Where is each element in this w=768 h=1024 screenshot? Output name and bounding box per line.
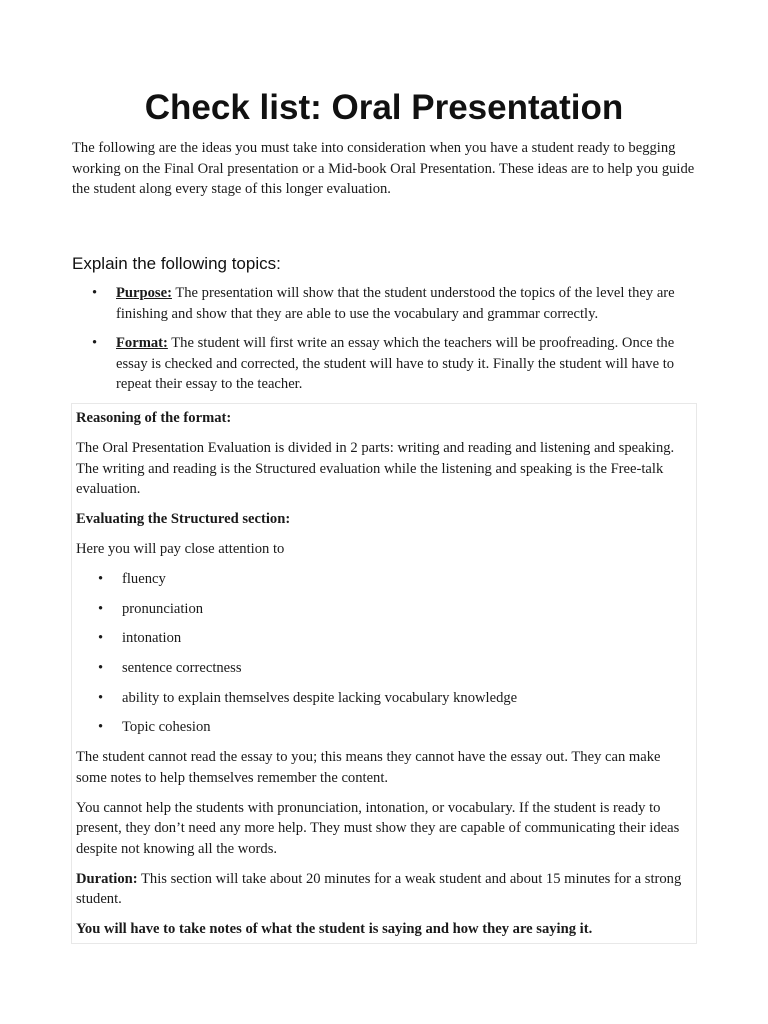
duration-text: This section will take about 20 minutes for a weak student and about 15 minutes for a strong student. — [76, 870, 682, 908]
bullet-icon: • — [92, 335, 98, 351]
topic-item-purpose — [92, 283, 704, 324]
topic-item-format — [92, 333, 704, 395]
topics-list — [92, 283, 704, 404]
structured-heading: Evaluating the Structured section: — [76, 511, 291, 527]
topic-text: The student will first write an essay which the teachers will be proofreading. Once the essay is checked and corrected, the student will have to study it. Finally the student will have to repeat their essay to the teacher. — [116, 335, 675, 392]
bullet-icon: • — [98, 689, 104, 706]
duration-paragraph — [76, 869, 692, 910]
reasoning-paragraph: The Oral Presentation Evaluation is divided in 2 parts: writing and reading and listening and speaking. The writing and reading is the Structured evaluation while the listening and speaking is the Free-talk evaluation. — [76, 440, 675, 497]
list-item — [76, 688, 692, 709]
notes-paragraph: You will have to take notes of what the student is saying and how they are saying it. — [76, 921, 593, 938]
criteria-text: pronunciation — [122, 600, 204, 617]
criteria-list — [76, 569, 692, 738]
bullet-icon: • — [98, 571, 104, 587]
list-item — [76, 628, 692, 649]
criteria-text: sentence correctness — [122, 660, 242, 677]
topic-term: Format: — [116, 335, 168, 351]
page-title: Check list: Oral Presentation — [144, 88, 624, 127]
bullet-icon: • — [98, 719, 104, 736]
topic-text: The presentation will show that the student understood the topics of the level they are finishing and show that they are able to use the vocabulary and grammar correctly. — [116, 285, 675, 322]
bullet-icon: • — [98, 660, 104, 677]
format-details-box — [71, 403, 697, 944]
criteria-text: Topic cohesion — [122, 719, 211, 736]
list-item — [76, 599, 692, 620]
intro-paragraph: The following are the ideas you must take into consideration when you have a student ready to begging working on the Final Oral presentation or a Mid-book Oral Presentation. These ideas are to help you guide the student along every stage of this longer evaluation. — [72, 140, 695, 197]
topics-heading: Explain the following topics: — [72, 254, 281, 273]
attention-intro: Here you will pay close attention to — [76, 541, 285, 557]
criteria-text: fluency — [122, 571, 166, 587]
criteria-text: intonation — [122, 630, 182, 647]
list-item — [76, 569, 692, 590]
criteria-text: ability to explain themselves despite lacking vocabulary knowledge — [122, 689, 518, 706]
list-item — [76, 658, 692, 679]
topic-term: Purpose: — [116, 285, 172, 301]
reasoning-heading: Reasoning of the format: — [76, 410, 232, 426]
bullet-icon: • — [98, 600, 104, 617]
no-help-paragraph: You cannot help the students with pronunciation, intonation, or vocabulary. If the student is ready to present, they don’t need any more help. They must show they are capable of communicating their ideas despite not knowing all the words. — [76, 799, 680, 857]
bullet-icon: • — [92, 285, 98, 301]
bullet-icon: • — [98, 630, 104, 647]
no-reading-paragraph: The student cannot read the essay to you; this means they cannot have the essay out. They can make some notes to help themselves remember the content. — [76, 749, 661, 786]
duration-label: Duration: — [76, 870, 138, 887]
list-item — [76, 717, 692, 738]
